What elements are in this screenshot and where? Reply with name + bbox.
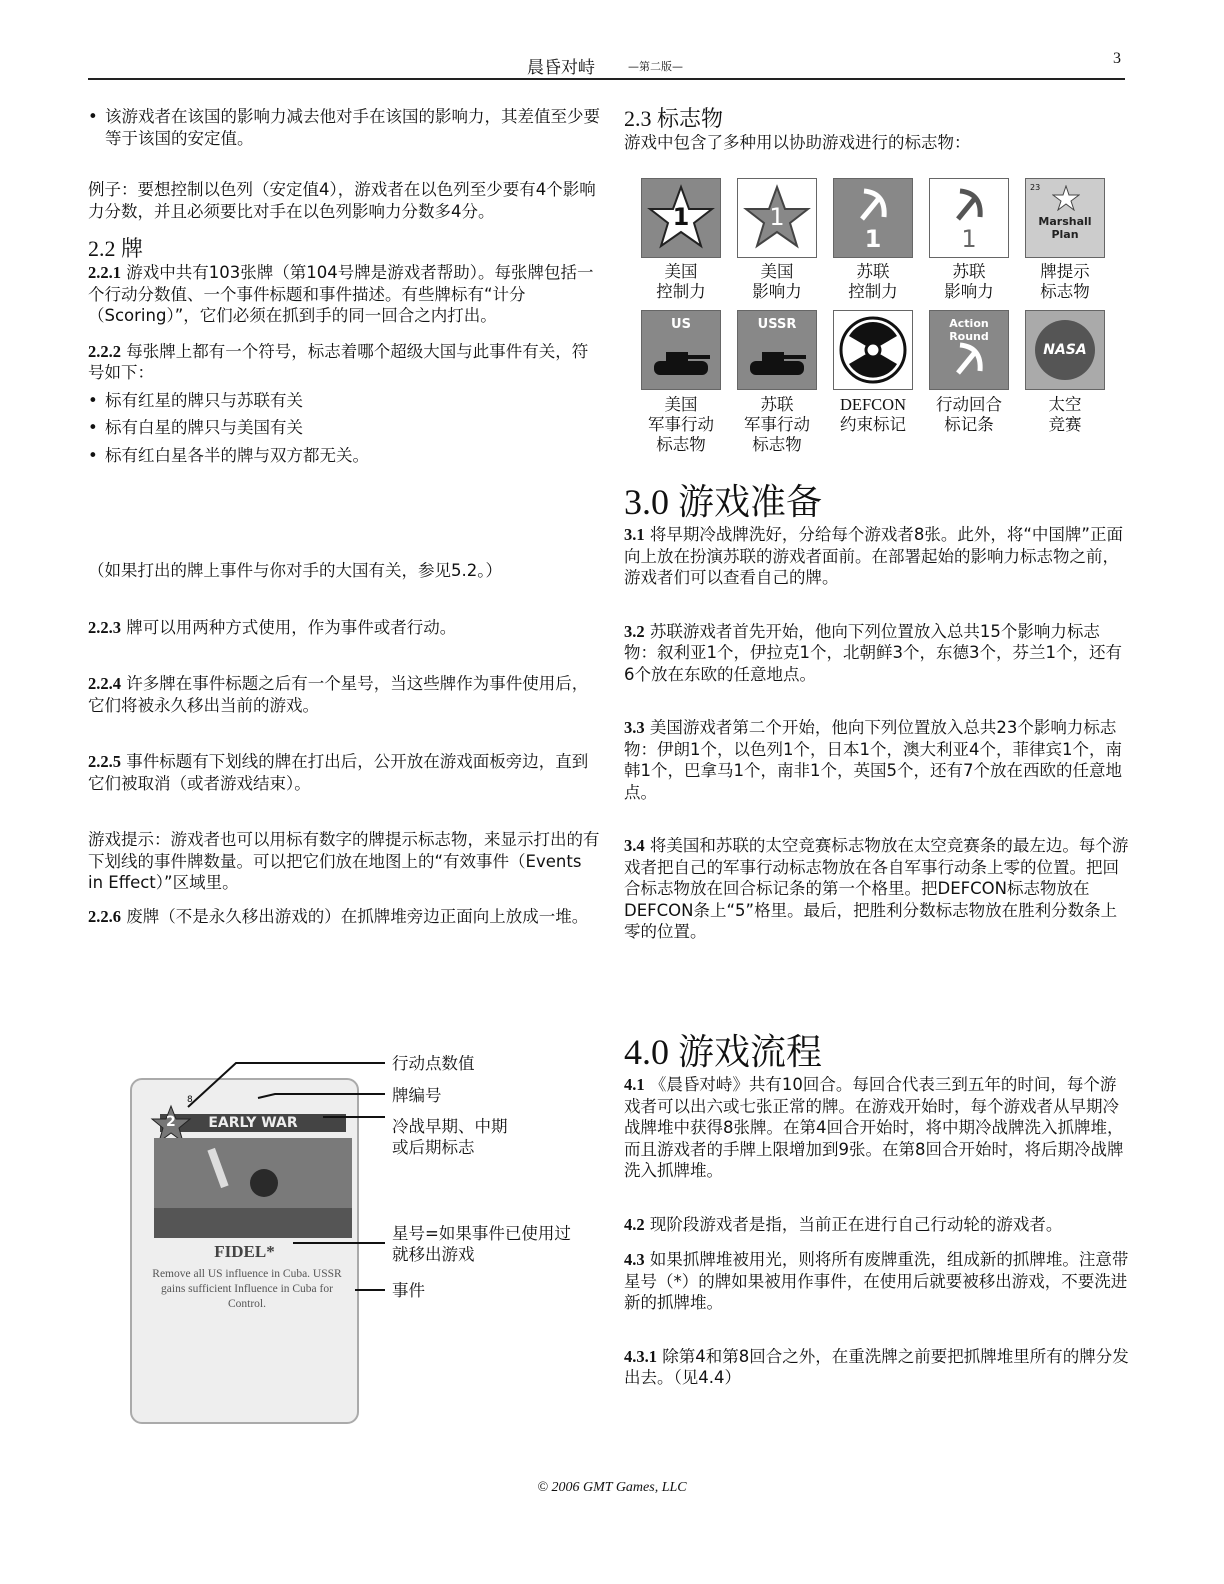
- action-round-marker: Action Round: [929, 310, 1009, 390]
- rule-3-2: 3.2 苏联游戏者首先开始，他向下列位置放入总共15个影响力标志物：叙利亚1个，伊拉克1个，北朝鲜3个，东德3个，芬兰1个，还有6个放在东欧的任意地点。: [624, 621, 1122, 684]
- callout-card-number: 牌编号: [392, 1086, 442, 1105]
- rule-3-3: 3.3 美国游戏者第二个开始，他向下列位置放入总共23个影响力标志物：伊朗1个，以色列1个，日本1个，澳大利亚4个，菲律宾1个，南韩1个，巴拿马1个，南非1个，英国5个，还有7个放在西欧的任意地点。: [624, 718, 1122, 802]
- rule-number: 2.2.1: [88, 263, 121, 282]
- space-race-marker: NASA: [1025, 310, 1105, 390]
- rule-4-2: 4.2 现阶段游戏者是指，当前正在进行自己行动轮的游戏者。: [624, 1214, 1063, 1234]
- star-bullet-white: • 标有白星的牌只与美国有关: [88, 417, 600, 439]
- callout-ops: 行动点数值: [392, 1054, 475, 1073]
- rule-4-3: 4.3 如果抓牌堆被用光，则将所有废牌重洗，组成新的抓牌堆。注意带星号（*）的牌如果被用作事件，在使用后就要被移出游戏，不要洗进新的抓牌堆。: [624, 1250, 1129, 1312]
- marker-caption: DEFCON 约束标记: [839, 395, 906, 434]
- rule-2-2-5: 2.2.5 事件标题有下划线的牌在打出后，公开放在游戏面板旁边，直到它们被取消（或者游戏结束）。: [88, 752, 589, 793]
- rule-4-1: 4.1 《晨昏对峙》共有10回合。每回合代表三到五年的时间，每个游戏者可以出六或七张正常的牌。在游戏开始时，每个游戏者从早期冷战牌堆中获得8张牌。在第4回合开始时，将中期冷战牌洗入抓牌堆，而且游戏者的手牌上限增加到9张。在第8回合开始时，将后期冷战牌洗入抓牌堆。: [624, 1075, 1124, 1180]
- us-military-ops-marker: US: [641, 310, 721, 390]
- rule-2-2-4: 2.2.4 许多牌在事件标题之后有一个星号，当这些牌作为事件使用后，它们将被永久移出当前的游戏。: [88, 674, 589, 715]
- edition-label: —第二版—: [628, 60, 683, 73]
- example-paragraph: 例子：要想控制以色列（安定值4），游戏者在以色列至少要有4个影响力分数，并且必须要比对手在以色列影响力分数多4分。: [88, 180, 596, 221]
- card-number: 8: [187, 1095, 193, 1105]
- section-2-3-title: 2.3 标志物: [624, 106, 724, 131]
- marker-caption: 美国 影响力: [752, 262, 802, 301]
- rule-3-4: 3.4 将美国和苏联的太空竞赛标志物放在太空竞赛条的最左边。每个游戏者把自己的军事行动标志物放在各自军事行动条上零的位置。把回合标志物放在回合标记条的第一个格里。把DEFCON标志物放在DEFCON条上“5”格里。最后，把胜利分数标志物放在胜利分数条上零的位置。: [624, 836, 1129, 941]
- hammer-sickle-icon: [930, 179, 1008, 229]
- marker-caption: 苏联 影响力: [944, 262, 994, 301]
- marker-caption: 美国 控制力: [656, 262, 706, 301]
- callout-event: 事件: [392, 1281, 425, 1300]
- star-bullet-red: • 标有红星的牌只与苏联有关: [88, 390, 600, 412]
- marker-caption: 苏联 控制力: [848, 262, 898, 301]
- us-influence-marker: 1: [737, 178, 817, 258]
- card-diagram: [130, 1078, 359, 1424]
- hammer-sickle-icon: [944, 339, 994, 383]
- card-photo: [154, 1138, 352, 1238]
- defcon-marker: [833, 310, 913, 390]
- rule-number: 2.2.2: [88, 341, 121, 361]
- section-2-2-title: 2.2 牌: [88, 236, 144, 261]
- rule-2-2-1: 2.2.1 游戏中共有103张牌（第104号牌是游戏者帮助）。每张牌包括一个行动分数值、一个事件标题和事件描述。有些牌标有“计分（Scoring）”，它们必须在抓到手的同一回合之内打出。: [88, 263, 594, 325]
- rule-2-2-6: 2.2.6 废牌（不是永久移出游戏的）在抓牌堆旁边正面向上放成一堆。: [88, 906, 589, 926]
- card-reminder-marker: 23 Marshall Plan: [1025, 178, 1105, 258]
- callout-asterisk: 星号=如果事件已使用过就移出游戏: [392, 1224, 571, 1264]
- section-4-0: [624, 1032, 1129, 1389]
- section-3-0: [624, 482, 1129, 943]
- rule-4-3-1: 4.3.1 除第4和第8回合之外，在重洗牌之前要把抓牌堆里所有的牌分发出去。（见4.4）: [624, 1346, 1129, 1387]
- card-title: FIDEL*: [214, 1242, 275, 1261]
- marker-caption: 行动回合 标记条: [936, 395, 1002, 434]
- paren-note: （如果打出的牌上事件与你对手的大国有关，参见5.2。）: [88, 561, 502, 580]
- callout-period: 冷战早期、中期或后期标志: [392, 1117, 508, 1157]
- card-period-banner: EARLY WAR: [160, 1114, 346, 1132]
- left-column-lower: [88, 560, 600, 927]
- rule-3-1: 3.1 将早期冷战牌洗好，分给每个游戏者8张。此外，将“中国牌”正面向上放在扮演苏联的游戏者面前。在部署起始的影响力标志物之前，游戏者们可以查看自己的牌。: [624, 525, 1123, 587]
- section-4-0-title: 4.0 游戏流程: [624, 1032, 823, 1072]
- star-bullet-mixed: • 标有红白星各半的牌与双方都无关。: [88, 445, 600, 467]
- section-2-3: [624, 106, 1129, 154]
- marker-caption: 牌提示 标志物: [1040, 262, 1090, 301]
- ussr-influence-marker: 1: [929, 178, 1009, 258]
- game-tip: 游戏提示：游戏者也可以用标有数字的牌提示标志物，来显示打出的有下划线的事件牌数量。可以把它们放在地图上的“有效事件（Events in Effect）”区域里。: [88, 830, 600, 892]
- left-column-top: [88, 106, 600, 466]
- marker-caption: 美国 军事行动 标志物: [648, 395, 714, 454]
- running-title: 晨昏对峙: [527, 58, 595, 78]
- radiation-icon: [834, 311, 912, 389]
- card-ops-value: 2: [166, 1114, 176, 1130]
- star-icon: [1052, 185, 1080, 211]
- control-rule-bullet: • 该游戏者在该国的影响力减去他对手在该国的影响力，其差值至少要等于该国的安定值。: [88, 106, 600, 149]
- section-3-0-title: 3.0 游戏准备: [624, 482, 823, 522]
- us-control-marker: 1: [641, 178, 721, 258]
- tank-icon: [746, 347, 808, 381]
- hammer-sickle-icon: [834, 179, 912, 229]
- marker-caption: 苏联 军事行动 标志物: [744, 395, 810, 454]
- rule-2-2-3: 2.2.3 牌可以用两种方式使用，作为事件或者行动。: [88, 617, 457, 637]
- marker-caption: 太空 竞赛: [1048, 395, 1082, 434]
- ussr-control-marker: 1: [833, 178, 913, 258]
- tank-icon: [650, 347, 712, 381]
- rule-2-2-2: 2.2.2 每张牌上都有一个符号，标志着哪个超级大国与此事件有关，符号如下：: [88, 341, 589, 382]
- header-rule: [88, 78, 1125, 80]
- card-event-text: Remove all US influence in Cuba. USSR gains sufficient Influence in Cuba for Control.: [152, 1268, 342, 1310]
- page-number: 3: [1113, 50, 1121, 67]
- ussr-military-ops-marker: USSR: [737, 310, 817, 390]
- section-2-3-intro: 游戏中包含了多种用以协助游戏进行的标志物：: [624, 133, 971, 152]
- copyright-footer: © 2006 GMT Games, LLC: [537, 1480, 687, 1495]
